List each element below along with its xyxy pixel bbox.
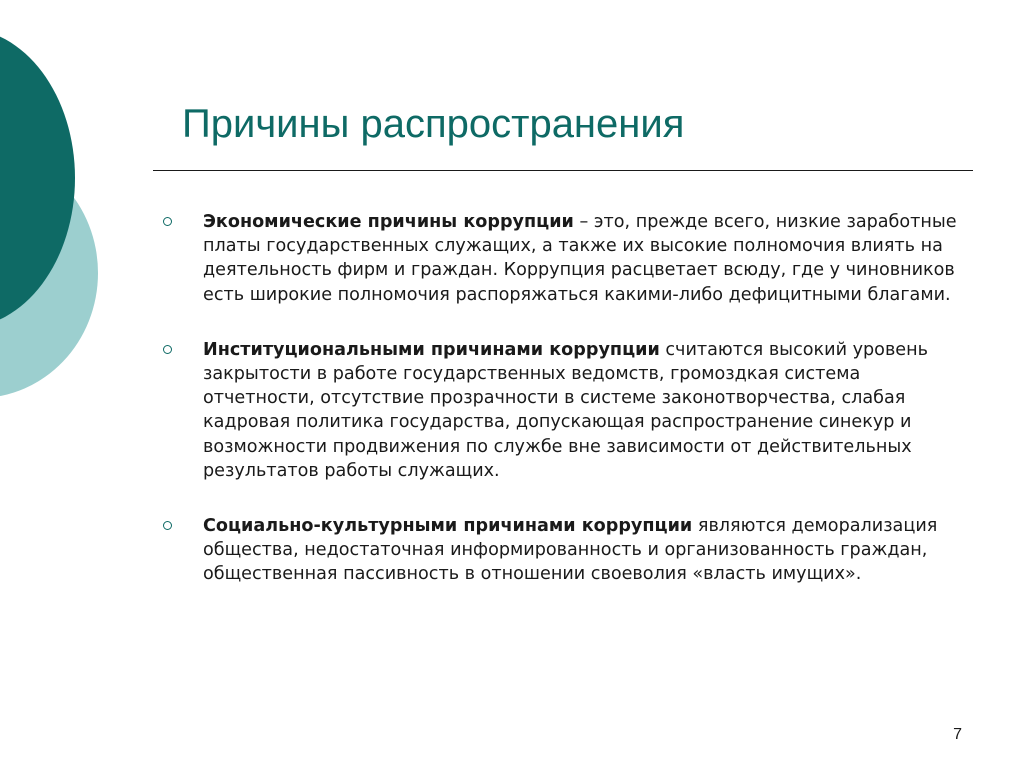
- bullet-item-economic: [160, 210, 970, 307]
- bullet-item-sociocultural: [160, 514, 970, 587]
- bullet-heading: Институциональными причинами коррупции: [203, 339, 660, 360]
- slide-title: Причины распространения: [182, 102, 685, 146]
- circle-bullet-icon: [163, 217, 172, 226]
- page-number: 7: [953, 726, 962, 743]
- bullet-heading: Социально-культурными причинами коррупции: [203, 516, 693, 537]
- title-divider: [153, 170, 973, 171]
- bullet-text: являются деморализация общества, недостаточная информированность и организованность граждан, общественная пассивность в отношении своеволия «власть имущих».: [203, 516, 938, 585]
- circle-bullet-icon: [163, 521, 172, 530]
- bullet-text: – это, прежде всего, низкие заработные платы государственных служащих, а также их высокие полномочия влиять на деятельность фирм и граждан. Коррупция расцветает всюду, где у чиновников есть широкие полномочия распоряжаться какими-либо дефицитными благами.: [203, 212, 957, 305]
- circle-bullet-icon: [163, 345, 172, 354]
- bullet-heading: Экономические причины коррупции: [203, 212, 574, 232]
- bullet-text: считаются высокий уровень закрытости в работе государственных ведомств, громоздкая система отчетности, отсутствие прозрачности в системе законотворчества, слабая кадровая политика государства, допускающая распространение синекур и возможности продвижения по службе вне зависимости от действительных результатов работы служащих.: [203, 339, 929, 481]
- bullet-item-institutional: [160, 338, 970, 483]
- bullet-list: [160, 210, 970, 587]
